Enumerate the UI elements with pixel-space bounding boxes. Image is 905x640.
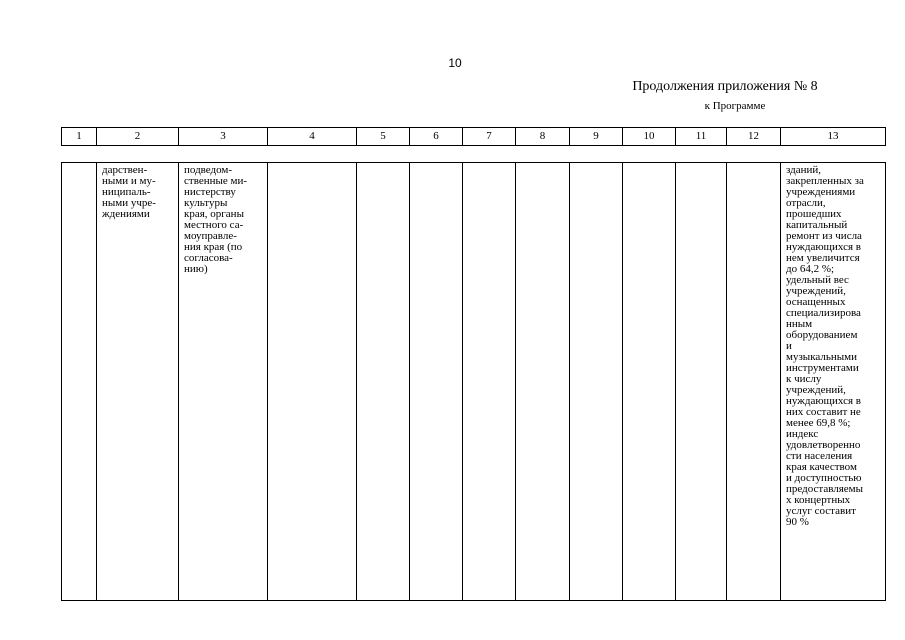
continuation-subtitle: к Программе bbox=[704, 100, 766, 112]
table-cell bbox=[357, 163, 410, 601]
table-cell bbox=[727, 163, 781, 601]
program-table-body bbox=[61, 162, 886, 601]
table-cell bbox=[463, 163, 516, 601]
column-number: 8 bbox=[516, 128, 570, 146]
column-number: 1 bbox=[62, 128, 97, 146]
responsible-text: подведом- ственные ми- нистерству культуры края, органы местного са- моуправле- ния края (по согласова- нию) bbox=[184, 164, 248, 275]
column-number: 4 bbox=[268, 128, 357, 146]
column-number: 6 bbox=[410, 128, 463, 146]
table-cell bbox=[62, 163, 97, 601]
column-number: 10 bbox=[623, 128, 676, 146]
executor-text: дарствен- ными и му- ниципаль- ными учре- ждениями bbox=[102, 164, 156, 220]
column-number: 9 bbox=[570, 128, 623, 146]
table-cell bbox=[268, 163, 357, 601]
table-cell bbox=[179, 163, 268, 601]
column-number: 13 bbox=[781, 128, 886, 146]
table-cell bbox=[676, 163, 727, 601]
column-number: 5 bbox=[357, 128, 410, 146]
table-cell bbox=[516, 163, 570, 601]
cell-text bbox=[62, 163, 96, 165]
column-number: 2 bbox=[97, 128, 179, 146]
page-number: 10 bbox=[448, 56, 462, 70]
column-number: 7 bbox=[463, 128, 516, 146]
column-number: 11 bbox=[676, 128, 727, 146]
table-cell bbox=[781, 163, 886, 601]
continuation-title: Продолжения приложения № 8 bbox=[632, 79, 818, 94]
column-number-header-table bbox=[61, 127, 886, 146]
column-number-row bbox=[62, 128, 886, 146]
column-number: 12 bbox=[727, 128, 781, 146]
column-number: 3 bbox=[179, 128, 268, 146]
table-cell bbox=[410, 163, 463, 601]
table-cell bbox=[97, 163, 179, 601]
table-cell bbox=[623, 163, 676, 601]
table-row bbox=[62, 163, 886, 601]
table-cell bbox=[570, 163, 623, 601]
expected-results-text: зданий, закрепленных за учреждениями отрасли, прошедших капитальный ремонт из числа нуждающихся в нем увеличится до 64,2 %; удельный вес учреждений, оснащенных специализирова нным оборудованием и музыкальными инструментами к числу учреждений, нуждающихся в них составит не менее 69,8 %; индекс удовлетворенно сти населения края качеством и доступностью предоставляемы х концертных услуг составит 90 % bbox=[786, 164, 864, 528]
